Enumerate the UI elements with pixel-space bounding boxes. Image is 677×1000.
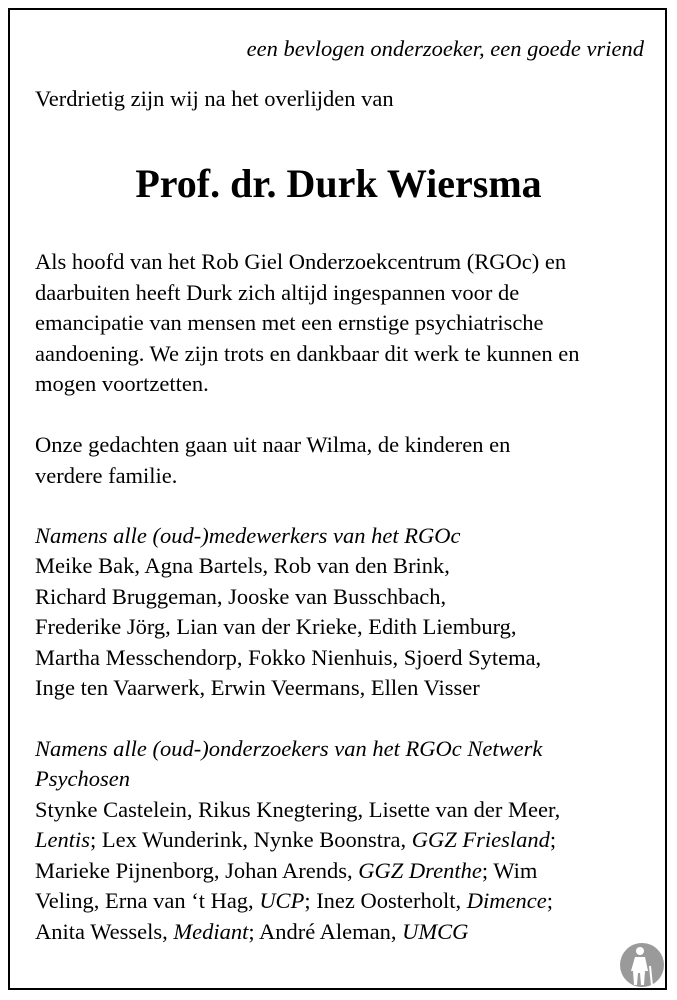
org-lentis: Lentis bbox=[35, 827, 91, 852]
group2-names-line: Veling, Erna van ‘t Hag, UCP; Inez Oosterholt, Dimence; bbox=[35, 888, 554, 913]
group1-names-line: Inge ten Vaarwerk, Erwin Veermans, Ellen Visser bbox=[35, 675, 480, 700]
paragraph1-line: aandoening. We zijn trots en dankbaar dit werk te kunnen en bbox=[35, 341, 580, 366]
group2-heading: Namens alle (oud-)onderzoekers van het RGOc Netwerk bbox=[35, 736, 543, 761]
deceased-name: Prof. dr. Durk Wiersma bbox=[135, 161, 542, 206]
org-ggz-friesland: GGZ Friesland bbox=[411, 827, 550, 852]
org-umcg: UMCG bbox=[402, 919, 469, 944]
paragraph2-line: Onze gedachten gaan uit naar Wilma, de kinderen en bbox=[35, 432, 511, 457]
paragraph2-line: verdere familie. bbox=[35, 463, 178, 488]
group2-names-line: Marieke Pijnenborg, Johan Arends, GGZ Drenthe; Wim bbox=[35, 858, 538, 883]
org-dimence: Dimence bbox=[466, 888, 547, 913]
group1-heading: Namens alle (oud-)medewerkers van het RGOc bbox=[35, 523, 461, 548]
group1-names-line: Richard Bruggeman, Jooske van Busschbach, bbox=[35, 584, 447, 609]
group1-names-line: Meike Bak, Agna Bartels, Rob van den Brink, bbox=[35, 553, 450, 578]
group1-names-line: Martha Messchendorp, Fokko Nienhuis, Sjoerd Sytema, bbox=[35, 645, 542, 670]
paragraph1-line: daarbuiten heeft Durk zich altijd ingespannen voor de bbox=[35, 280, 520, 305]
group2-heading-cont: Psychosen bbox=[35, 766, 130, 791]
group1-names-line: Frederike Jörg, Lian van der Krieke, Edith Liemburg, bbox=[35, 614, 517, 639]
intro-text: Verdrietig zijn wij na het overlijden van bbox=[35, 86, 394, 111]
subtitle: een bevlogen onderzoeker, een goede vriend bbox=[246, 36, 644, 61]
person-with-cane-icon bbox=[619, 942, 665, 988]
paragraph1-line: mogen voortzetten. bbox=[35, 371, 209, 396]
group2-names-line: Lentis; Lex Wunderink, Nynke Boonstra, GGZ Friesland; bbox=[35, 827, 557, 852]
org-ucp: UCP bbox=[259, 888, 305, 913]
org-ggz-drenthe: GGZ Drenthe bbox=[358, 858, 482, 883]
org-mediant: Mediant bbox=[173, 919, 249, 944]
paragraph1-line: emancipatie van mensen met een ernstige psychiatrische bbox=[35, 310, 544, 335]
group2-names-line: Stynke Castelein, Rikus Knegtering, Lisette van der Meer, bbox=[35, 797, 561, 822]
paragraph1-line: Als hoofd van het Rob Giel Onderzoekcentrum (RGOc) en bbox=[35, 249, 567, 274]
group2-names-line: Anita Wessels, Mediant; André Aleman, UMCG bbox=[35, 919, 469, 944]
